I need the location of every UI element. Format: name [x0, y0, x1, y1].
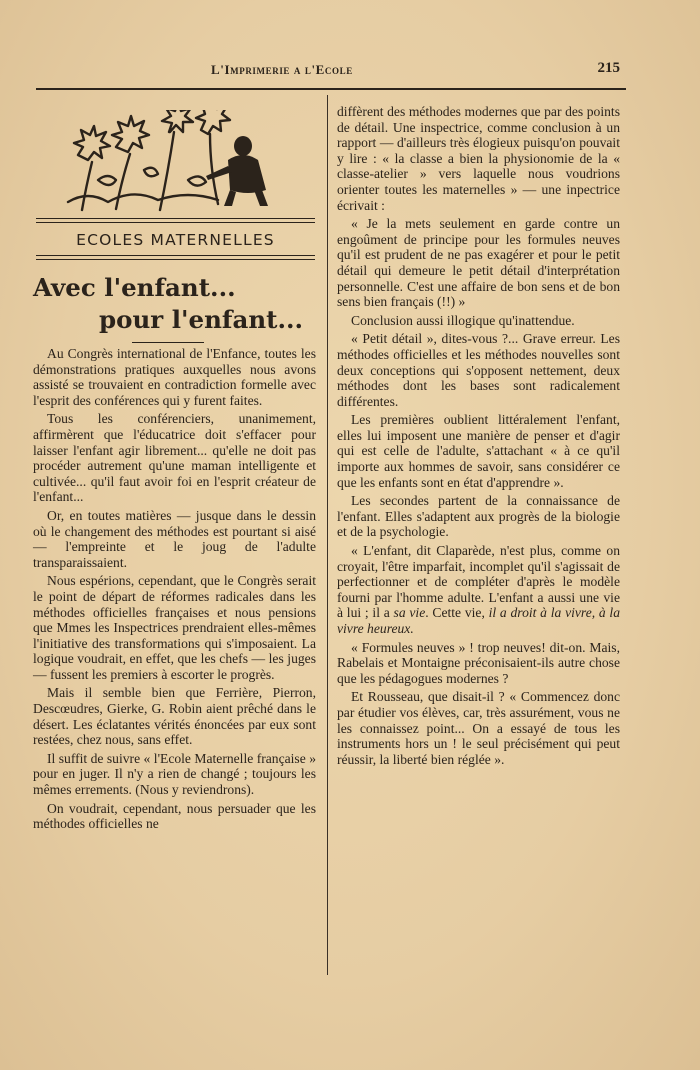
section-rule-bottom — [36, 255, 315, 260]
italic-run: il a droit à la vivre, à la vivre heureux. — [337, 605, 621, 636]
title-rule — [132, 342, 204, 343]
paragraph: Or, en toutes matières — jusque dans le dessin où le changement des méthodes est pourtant si aisé — l'empreinte et le joug de l'adulte transparaissaient. — [33, 507, 316, 570]
left-column — [33, 346, 316, 835]
section-header — [36, 218, 315, 260]
children-flowers-drawing-icon — [58, 110, 288, 215]
paragraph: diffèrent des méthodes modernes que par des points de détail. Une inspectrice, comme conclusion à un rapport — d'ailleurs très élogieux puisqu'on pouvait y lire : « la classe a bien la physionomie de la « classe-atelier » vers laquelle nous voudrions orienter toutes les maternelles » — une inpectrice écrivait : — [337, 104, 620, 213]
paragraph: Il suffit de suivre « l'Ecole Maternelle française » pour en juger. Il n'y a rien de changé ; toujours les mêmes errements. (Nous y reviendrons). — [33, 750, 316, 798]
article-title — [33, 272, 317, 336]
article-title-line2: pour l'enfant... — [99, 305, 304, 334]
column-divider — [327, 95, 328, 975]
paragraph: On voudrait, cependant, nous persuader que les méthodes officielles ne — [33, 800, 316, 832]
article-title-line1: Avec l'enfant... — [33, 273, 236, 302]
right-column — [337, 104, 620, 770]
paragraph: Les secondes partent de la connaissance de l'enfant. Elles s'adaptent aux progrès de la biologie et de la psychologie. — [337, 493, 620, 540]
section-title: ECOLES MATERNELLES — [76, 231, 275, 249]
paragraph: Les premières oublient littéralement l'enfant, elles lui imposent une manière de penser et d'agir qui est celle de l'adulte, s'attachant « à ce qu'il importe aux hommes de savoir, sans considérer ce que les enfants sont en état d'apprendre ». — [337, 412, 620, 490]
paragraph: Au Congrès international de l'Enfance, toutes les démonstrations pratiques auxquelles nous avons assisté se trouvaient en contradiction formelle avec l'esprit des conférences qui y furent faites. — [33, 346, 316, 408]
paragraph: Tous les conférenciers, unanimement, affirmèrent que l'éducatrice doit s'effacer pour laisser l'enfant agir librement... qu'elle ne doit pas procéder autrement qu'une maman intelligente et cultivée... qu'il faut avoir foi en l'esprit créateur de l'enfant... — [33, 411, 316, 505]
italic-run: sa vie — [393, 605, 426, 621]
quote-paragraph — [337, 543, 620, 637]
running-head — [36, 60, 626, 82]
text-run: « L'enfant, dit Claparède, n'est plus, comme on croyait, l'être imparfait, incomplet qu'il s'agissait de perfectionner et de compléter d'après le modèle fourni par l'homme adulte. L'enfant a aussi une vie à lui ; il a — [337, 543, 620, 621]
paragraph: Conclusion aussi illogique qu'inattendue. — [351, 312, 575, 328]
paragraph: Mais il semble bien que Ferrière, Pierron, Descœudres, Gierke, G. Robin aient prêché dans le désert. Les éclatantes vérités énoncées par eux sont restées, chez nous, sans effet. — [33, 685, 316, 748]
page-number: 215 — [597, 60, 620, 76]
text-run: . Cette vie, — [425, 605, 489, 621]
paragraph: « Petit détail », dites-vous ?... Grave erreur. Les méthodes officielles et les méthodes nouvelles sont deux conceptions qui s'opposent nettement, deux méthodes dont les bases sont radicalement différentes. — [337, 331, 620, 409]
running-title: L'Imprimerie a l'Ecole — [211, 62, 353, 77]
paragraph: Nous espérions, cependant, que le Congrès serait le point de départ de réformes radicales dans les méthodes officielles françaises et nous pensions que Mmes les Inspectrices prendraient elles-mêmes l'initiative des transformations qui s'imposaient. La logique voudrait, en effet, que les chefs — les juges — fussent les premiers à escorter le progrès. — [33, 573, 316, 682]
quote-paragraph: « Je la mets seulement en garde contre un engoûment de principe pour les formules neuves qu'il est prudent de ne pas exagérer et pour le petit détail qui demeure le petit détail d'interprétation personnelle. C'est une affaire de bon sens et de bon sens bien français (!!) » — [337, 216, 620, 310]
paragraph: Et Rousseau, que disait-il ? « Commencez donc par étudier vos élèves, car, très assurément, vous ne les connaissez point... On a essayé de tous les instruments hors un ! le seul précisément qui peut réussir, la liberté bien réglée ». — [337, 689, 620, 767]
paragraph: « Formules neuves » ! trop neuves! dit-on. Mais, Rabelais et Montaigne préconisaient-ils autre chose que les pédagogues modernes ? — [337, 639, 620, 686]
header-rule — [36, 88, 626, 90]
